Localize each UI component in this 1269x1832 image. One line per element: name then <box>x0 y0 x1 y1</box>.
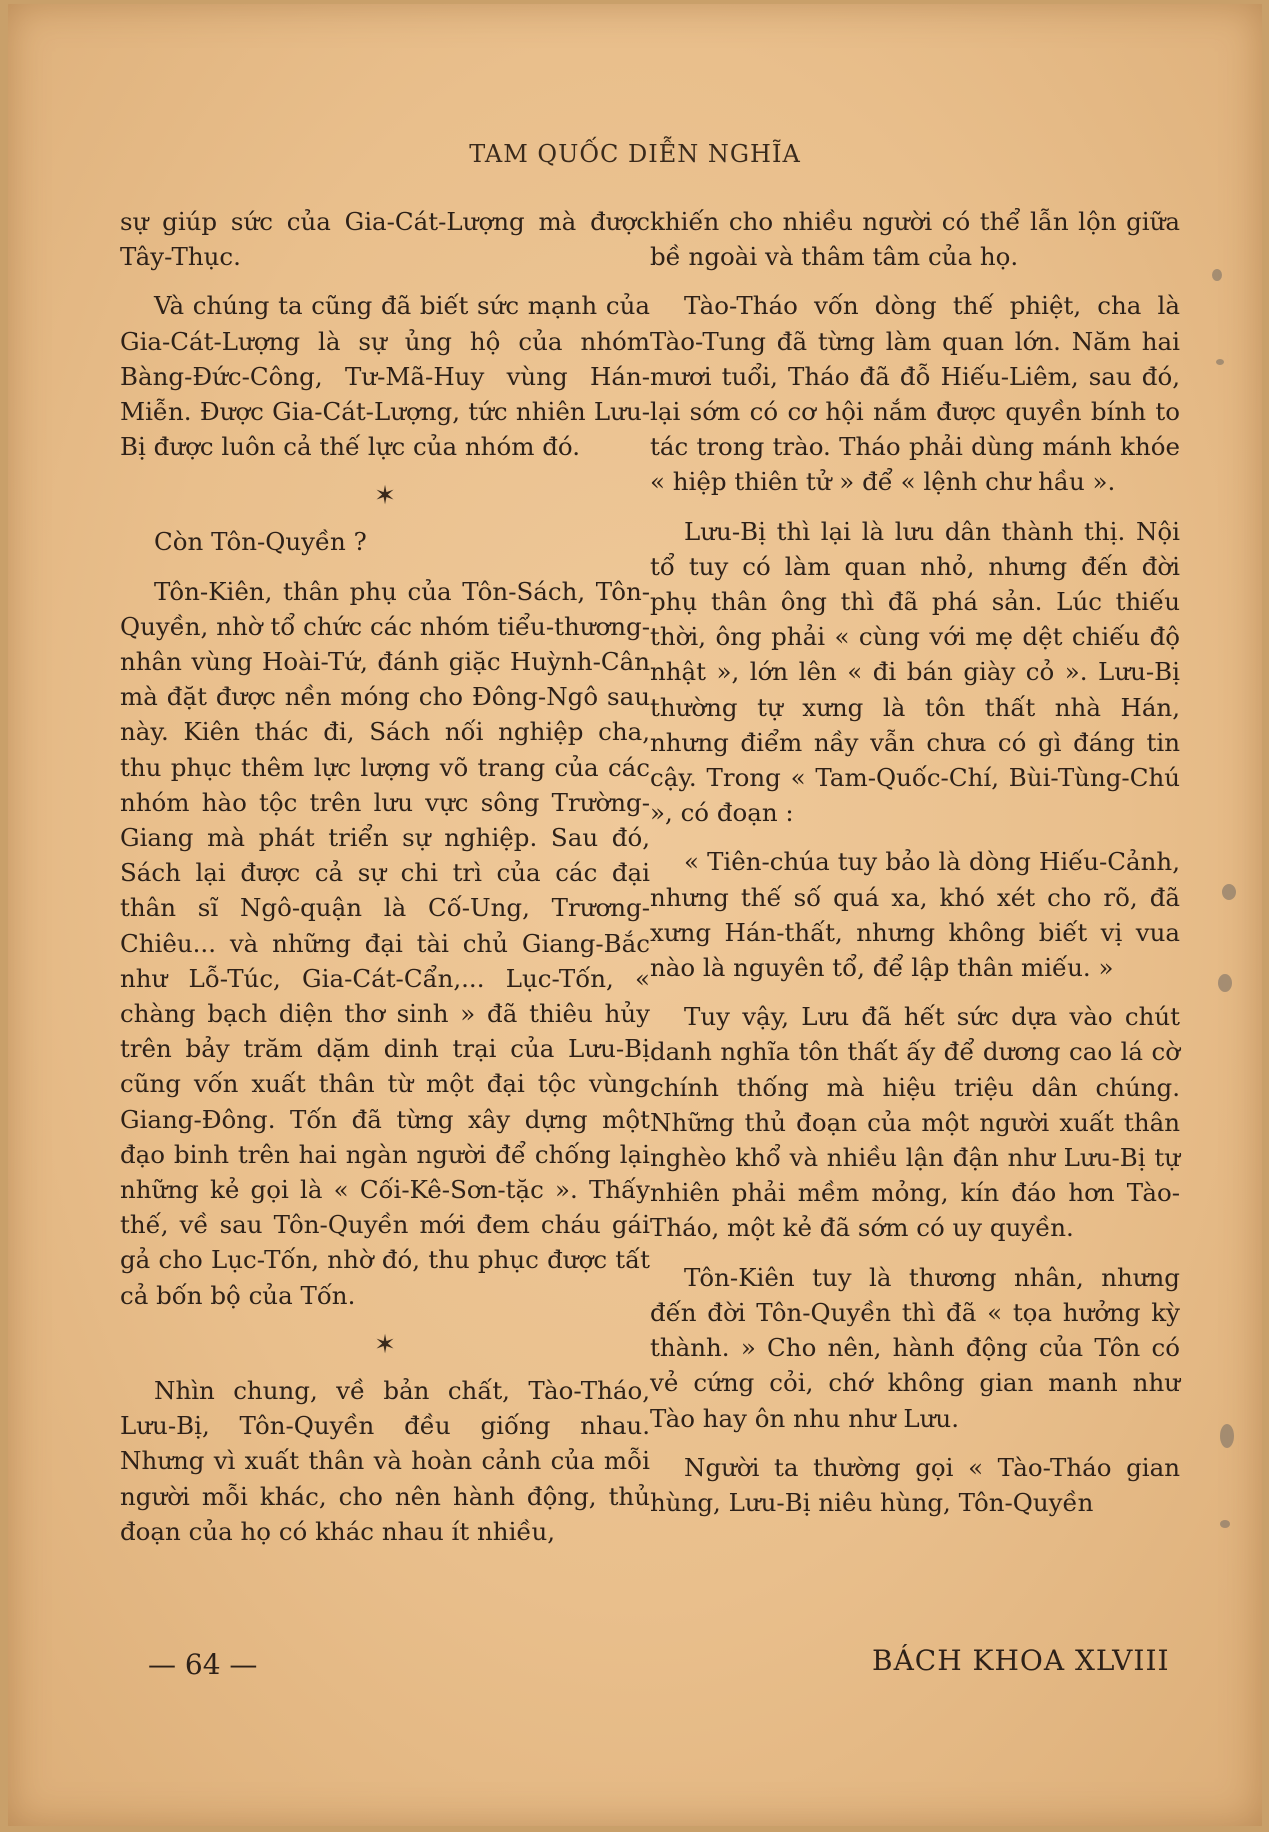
paragraph: khiến cho nhiều người có thể lẫn lộn giữa bề ngoài và thâm tâm của họ. <box>650 207 1180 272</box>
binding-hole-mark <box>1216 359 1224 365</box>
right-column <box>650 204 1180 1534</box>
binding-hole-mark <box>1222 884 1236 900</box>
paragraph: Còn Tôn-Quyền ? <box>154 527 367 557</box>
paragraph: Tôn-Kiên, thân phụ của Tôn-Sách, Tôn-Quyền, nhờ tổ chức các nhóm tiểu-thương-nhân vùng Hoài-Tứ, đánh giặc Huỳnh-Cân mà đặt được nền móng cho Đông-Ngô sau này. Kiên thác đi, Sách nối nghiệp cha, thu phục thêm lực lượng võ trang của các nhóm hào tộc trên lưu vực sông Trường-Giang mà phát triển sự nghiệp. Sau đó, Sách lại được cả sự chi trì của các đại thân sĩ Ngô-quận là Cố-Ung, Trương-Chiêu... và những đại tài chủ Giang-Bắc như Lỗ-Túc, Gia-Cát-Cẩn,... Lục-Tốn, « chàng bạch diện thơ sinh » đã thiêu hủy trên bảy trăm dặm dinh trại của Lưu-Bị cũng vốn xuất thân từ một đại tộc vùng Giang-Đông. Tốn đã từng xây dựng một đạo binh trên hai ngàn người để chống lại những kẻ gọi là « Cối-Kê-Sơn-tặc ». Thấy thế, về sau Tôn-Quyền mới đem cháu gái gả cho Lục-Tốn, nhờ đó, thu phục được tất cả bốn bộ của Tốn. <box>120 576 650 1310</box>
binding-hole-mark <box>1220 1520 1230 1528</box>
section-break-icon: ✶ <box>374 1329 396 1360</box>
paragraph: Và chúng ta cũng đã biết sức mạnh của Gia-Cát-Lượng là sự ủng hộ của nhóm Bàng-Đức-Công, Tư-Mã-Huy vùng Hán-Miễn. Được Gia-Cát-Lượng, tức nhiên Lưu-Bị được luôn cả thế lực của nhóm đó. <box>120 291 650 462</box>
paragraph: Lưu-Bị thì lại là lưu dân thành thị. Nội tổ tuy có làm quan nhỏ, nhưng đến đời phụ thân ông thì đã phá sản. Lúc thiếu thời, ông phải « cùng với mẹ dệt chiếu độ nhật », lớn lên « đi bán giày cỏ ». Lưu-Bị thường tự xưng là tôn thất nhà Hán, nhưng điểm nầy vẫn chưa có gì đáng tin cậy. Trong « Tam-Quốc-Chí, Bùi-Tùng-Chú », có đoạn : <box>650 516 1180 828</box>
book-page <box>8 4 1262 1826</box>
paragraph: Tôn-Kiên tuy là thương nhân, nhưng đến đời Tôn-Quyền thì đã « tọa hưởng kỳ thành. » Cho nên, hành động của Tôn có vẻ cứng cỏi, chớ không gian manh như Tào hay ôn nhu như Lưu. <box>650 1262 1180 1433</box>
paragraph: Người ta thường gọi « Tào-Tháo gian hùng, Lưu-Bị niêu hùng, Tôn-Quyền <box>650 1452 1180 1517</box>
paragraph: Nhìn chung, về bản chất, Tào-Tháo, Lưu-Bị, Tôn-Quyền đều giống nhau. Nhưng vì xuất thân và hoàn cảnh của mỗi người mỗi khác, cho nên hành động, thủ đoạn của họ có khác nhau ít nhiều, <box>120 1375 650 1546</box>
binding-hole-mark <box>1218 974 1232 992</box>
page-number: — 64 — <box>148 1648 258 1681</box>
binding-hole-mark <box>1220 1424 1234 1448</box>
binding-hole-mark <box>1212 269 1222 281</box>
section-break-icon: ✶ <box>374 481 396 512</box>
paragraph: Tào-Tháo vốn dòng thế phiệt, cha là Tào-Tung đã từng làm quan lớn. Năm hai mươi tuổi, Tháo đã đỗ Hiếu-Liêm, sau đó, lại sớm có cơ hội nắm được quyền bính to tác trong trào. Tháo phải dùng mánh khóe « hiệp thiên tử » để « lệnh chư hầu ». <box>650 291 1180 497</box>
publication-footer: BÁCH KHOA XLVIII <box>872 1644 1170 1677</box>
paragraph: sự giúp sức của Gia-Cát-Lượng mà được Tây-Thục. <box>120 207 650 272</box>
left-column <box>120 204 650 1563</box>
quotation: « Tiên-chúa tuy bảo là dòng Hiếu-Cảnh, nhưng thế số quá xa, khó xét cho rõ, đã xưng Hán-thất, nhưng không biết vị vua nào là nguyên tổ, để lập thân miếu. » <box>650 847 1180 983</box>
running-title: TAM QUỐC DIỄN NGHĨA <box>469 140 801 168</box>
paragraph: Tuy vậy, Lưu đã hết sức dựa vào chút danh nghĩa tôn thất ấy để dương cao lá cờ chính thống mà hiệu triệu dân chúng. Những thủ đoạn của một người xuất thân nghèo khổ và nhiều lận đận như Lưu-Bị tự nhiên phải mềm mỏng, kín đáo hơn Tào-Tháo, một kẻ đã sớm có uy quyền. <box>650 1002 1180 1243</box>
